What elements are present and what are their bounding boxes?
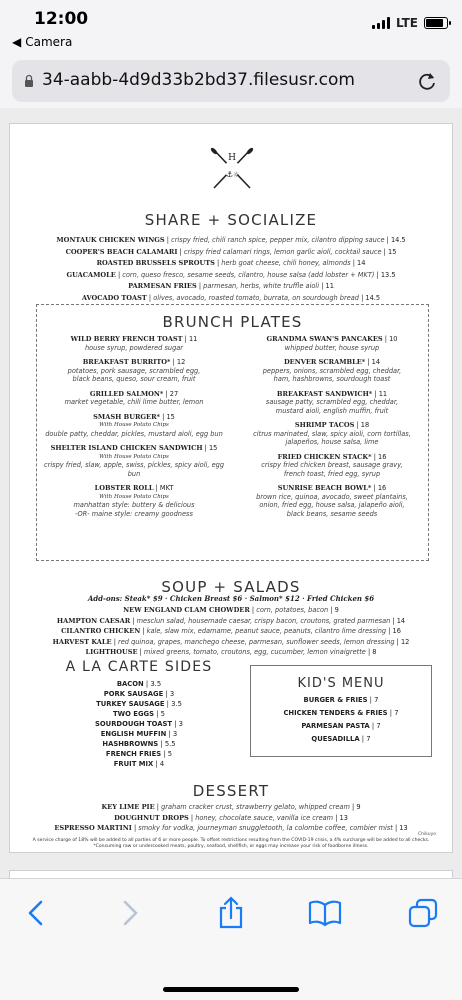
item-description: sausage patty, scrambled egg, cheddar, — [265, 398, 399, 406]
item-price: 14 — [396, 616, 406, 625]
item-description: olives, avocado, roasted tomato, burrata, on sourdough bread — [153, 293, 359, 302]
soup-addons: Add-ons: Steak* $9 · Chicken Breast $6 · Salmon* $12 · Fried Chicken $6 — [87, 594, 375, 603]
item-description: smoky for vodka, journeyman snuggletooth, la colombe coffee, combier mist — [138, 824, 393, 832]
bookmarks-icon — [308, 899, 342, 927]
menu-item-row: CILANTRO CHICKEN | kale, slaw mix, edamame, peanut sauce, peanuts, cilantro lime dressing | 16 — [61, 627, 401, 635]
item-price: 13.5 — [380, 270, 396, 279]
brunch-item-title: SHELTER ISLAND CHICKEN SANDWICH | 15 — [50, 444, 218, 452]
item-price: 5 — [167, 750, 173, 758]
item-description: corn, potatoes, bacon — [256, 606, 329, 614]
item-name: BURGER & FRIES — [303, 696, 368, 704]
brunch-item-title: GRILLED SALMON* | 27 — [89, 389, 179, 398]
item-price: 15 — [388, 247, 397, 256]
item-price: 16 — [377, 484, 387, 492]
item-name: NEW ENGLAND CLAM CHOWDER — [123, 606, 250, 614]
item-description: french toast, fried egg, syrup — [283, 469, 381, 478]
menu-item-row: NEW ENGLAND CLAM CHOWDER | corn, potatoes, bacon | 9 — [123, 606, 339, 614]
lock-icon — [24, 74, 34, 88]
dessert-title: DESSERT — [192, 782, 270, 800]
menu-item-row: AVOCADO TOAST | olives, avocado, roasted tomato, burrata, on sourdough bread | 14.5 — [81, 293, 381, 302]
item-name: ROASTED BRUSSELS SPROUTS — [96, 259, 215, 267]
item-side-note: With House Potato Chips — [99, 493, 169, 500]
item-description: manhattan style: buttery & delicious — [73, 501, 195, 509]
item-price: 16 — [392, 627, 401, 635]
home-indicator[interactable] — [163, 987, 299, 992]
raw-food-warning: *Consuming raw or undercooked meats, poultry, seafood, shellfish, or eggs may increase your risk of foodborne illness. — [93, 844, 369, 849]
share-icon — [217, 896, 245, 930]
item-price: 9 — [356, 803, 361, 811]
item-name: MONTAUK CHICKEN WINGS — [56, 236, 165, 244]
signature: Chikuyo — [418, 832, 436, 837]
item-name: DENVER SCRAMBLE* — [283, 358, 366, 366]
item-price: 10 — [389, 335, 398, 343]
item-side-note: With House Potato Chips — [99, 453, 169, 460]
menu-item-row: DOUGHNUT DROPS | honey, chocolate sauce, vanilla ice cream | 13 — [114, 813, 348, 822]
item-price: 5.5 — [164, 740, 176, 748]
address-bar[interactable] — [12, 60, 450, 102]
item-description: crispy fried calamari rings, lemon garlic aioli, cocktail sauce — [183, 247, 382, 256]
brunch-item-title: BREAKFAST SANDWICH* | 11 — [276, 389, 388, 398]
list-item: FRUIT MIX | 4 — [113, 760, 165, 768]
sides-title: A LA CARTE SIDES — [65, 659, 213, 675]
item-name: CILANTRO CHICKEN — [61, 627, 141, 635]
item-price: 13 — [339, 813, 348, 822]
item-name: DOUGHNUT DROPS — [114, 813, 189, 822]
menu-item-row: LIGHTHOUSE | mixed greens, tomato, croutons, egg, cucumber, lemon vinaigrette | 8 — [85, 648, 377, 656]
brunch-item-title: BREAKFAST BURRITO* | 12 — [82, 358, 186, 366]
list-item: PORK SAUSAGE | 3 — [103, 690, 175, 698]
brunch-item — [39, 335, 229, 352]
item-price: 14.5 — [390, 236, 406, 244]
item-name: SHELTER ISLAND CHICKEN SANDWICH — [50, 444, 203, 452]
brunch-item — [237, 390, 427, 416]
item-description: red quinoa, grapes, manchego cheese, parmesan, sunflower seeds, lemon dressing — [118, 637, 395, 646]
item-price: 7 — [394, 709, 399, 717]
item-name: TWO EGGS — [113, 710, 155, 718]
brunch-item-title: SHRIMP TACOS | 18 — [294, 421, 370, 429]
item-name: PARMESAN PASTA — [301, 722, 370, 730]
item-description: onion, fried egg, house salsa, jalapeño aioli, — [259, 501, 405, 509]
list-item: ENGLISH MUFFIN | 3 — [100, 730, 178, 738]
brunch-item — [237, 421, 427, 447]
menu-item-row: PARMESAN FRIES | parmesan, herbs, white truffle aioli | 11 — [128, 282, 334, 290]
menu-item-row: HARVEST KALE | red quinoa, grapes, manchego cheese, parmesan, sunflower seeds, lemon dressing | 12 — [52, 637, 410, 646]
item-name: SUNRISE BEACH BOWL* — [277, 484, 372, 492]
item-price: 5 — [160, 710, 165, 718]
item-price: 15 — [166, 412, 175, 421]
item-price: 3 — [169, 690, 175, 698]
clock: 12:00 — [34, 9, 89, 29]
menu-item-row: MONTAUK CHICKEN WINGS | crispy fried, chili ranch spice, pepper mix, cilantro dipping sauce | 14.5 — [56, 236, 406, 244]
item-name: FRUIT MIX — [113, 760, 154, 768]
item-name: BREAKFAST BURRITO* — [82, 358, 171, 366]
logo-letter: H — [228, 153, 236, 163]
item-price: MKT — [159, 484, 174, 492]
item-description: brown rice, quinoa, avocado, sweet plantains, — [256, 492, 408, 501]
menu-card — [9, 123, 453, 853]
item-description: mixed greens, tomato, croutons, egg, cucumber, lemon vinaigrette — [143, 648, 366, 656]
item-description: house syrup, powdered sugar — [84, 343, 184, 352]
item-price: 15 — [208, 444, 218, 452]
item-name: FRENCH FRIES — [105, 750, 162, 758]
svg-text:☼: ☼ — [233, 171, 240, 179]
item-description: crispy fried chicken breast, sausage gravy, — [261, 461, 403, 469]
battery-icon — [424, 17, 448, 29]
item-name: FRIED CHICKEN STACK* — [277, 452, 372, 461]
svg-text:⚓: ⚓ — [226, 170, 234, 179]
brunch-item-title: FRIED CHICKEN STACK* | 16 — [277, 452, 387, 461]
web-content[interactable] — [0, 108, 462, 878]
item-description: graham cracker crust, strawberry gelato, whipped cream — [161, 803, 350, 811]
share-button[interactable] — [211, 893, 251, 933]
item-name: HARVEST KALE — [52, 637, 112, 646]
item-side-note: With House Potato Chips — [99, 422, 169, 428]
browser-toolbar — [0, 878, 462, 1000]
item-price: 12 — [176, 358, 186, 366]
tabs-icon — [408, 898, 438, 928]
menu-item-row: GUACAMOLE | corn, queso fresco, sesame seeds, cilantro, house salsa (add lobster + MKT) | 13.5 — [66, 270, 396, 279]
back-button[interactable] — [16, 893, 56, 933]
item-description: crispy fried, slaw, apple, swiss, pickles, spicy aioli, egg bun — [43, 461, 224, 478]
list-item: BACON | 3.5 — [116, 680, 162, 688]
reload-icon[interactable] — [416, 70, 438, 92]
item-price: 4 — [159, 760, 165, 768]
item-description: potatoes, pork sausage, scrambled egg, — [67, 366, 201, 375]
item-description: honey, chocolate sauce, vanilla ice cream — [195, 813, 334, 822]
item-price: 11 — [378, 389, 388, 398]
back-app-label: Camera — [25, 35, 73, 49]
item-price: 3.5 — [171, 700, 182, 708]
address-bar-area — [0, 56, 462, 108]
kids-menu-box — [250, 665, 432, 757]
back-to-app-link[interactable] — [12, 35, 72, 49]
item-name: BACON — [116, 680, 144, 688]
item-price: 9 — [334, 606, 339, 614]
network-label: LTE — [395, 16, 418, 30]
item-description: whipped butter, house syrup — [284, 343, 380, 352]
menu-item-row: HAMPTON CAESAR | mesclun salad, housemade caesar, crispy bacon, croutons, grated parmesan | 14 — [56, 616, 406, 625]
item-description: -OR- maine style: creamy goodness — [75, 509, 193, 518]
item-description: black beans, sesame seeds — [286, 509, 378, 518]
item-name: GRILLED SALMON* — [89, 389, 164, 398]
item-price: 18 — [360, 421, 370, 429]
brunch-item — [237, 453, 427, 479]
item-name: ESPRESSO MARTINI — [54, 824, 132, 832]
item-price: 27 — [169, 389, 179, 398]
menu-item-row: ESPRESSO MARTINI | smoky for vodka, journeyman snuggletooth, la colombe coffee, combier mist | 13 — [54, 824, 408, 832]
status-indicators — [372, 16, 448, 30]
tabs-button[interactable] — [403, 893, 443, 933]
list-item: SOURDOUGH TOAST | 3 — [95, 720, 183, 728]
item-price: 7 — [374, 696, 379, 704]
item-description: jalapeños, house salsa, lime — [285, 438, 379, 446]
item-name: HASHBROWNS — [102, 740, 159, 748]
kids-title: KID'S MENU — [297, 676, 385, 691]
item-description: mustard aioli, english muffin, fruit — [275, 406, 389, 415]
item-price: 14.5 — [365, 293, 381, 302]
item-price: 11 — [325, 282, 334, 290]
item-name: CHICKEN TENDERS & FRIES — [283, 709, 388, 717]
item-name: GRANDMA SWAN'S PANCAKES — [266, 335, 383, 343]
item-price: 14 — [357, 259, 366, 267]
item-description: herb goat cheese, chili honey, almonds — [221, 259, 351, 267]
item-name: QUESADILLA — [311, 735, 360, 743]
item-price: 13 — [399, 824, 408, 832]
item-description: double patty, cheddar, pickles, mustard aioli, egg bun — [45, 429, 223, 438]
list-item: FRENCH FRIES | 5 — [105, 750, 173, 758]
list-item: CHICKEN TENDERS & FRIES | 7 — [283, 709, 399, 717]
item-name: LOBSTER ROLL — [94, 484, 154, 492]
brunch-item-title: DENVER SCRAMBLE* | 14 — [283, 358, 381, 366]
item-name: PARMESAN FRIES — [128, 282, 197, 290]
item-price: 7 — [366, 735, 371, 743]
list-item: BURGER & FRIES | 7 — [303, 696, 379, 704]
item-name: SHRIMP TACOS — [294, 421, 355, 429]
brunch-item-title: WILD BERRY FRENCH TOAST | 11 — [70, 335, 198, 343]
list-item: HASHBROWNS | 5.5 — [102, 740, 176, 748]
crossed-oars-logo-icon — [208, 146, 256, 192]
item-name: BREAKFAST SANDWICH* — [276, 389, 373, 398]
brunch-item-title: SMASH BURGER* | 15 — [93, 412, 175, 421]
item-price: 3.5 — [150, 680, 162, 688]
list-item: QUESADILLA | 7 — [311, 735, 371, 743]
brunch-item-title: GRANDMA SWAN'S PANCAKES | 10 — [266, 335, 398, 343]
brunch-item — [39, 390, 229, 407]
item-description: ham, hashbrowns, sourdough toast — [273, 375, 391, 383]
item-name: COOPER'S BEACH CALAMARI — [65, 247, 178, 256]
item-description: mesclun salad, housemade caesar, crispy bacon, croutons, grated parmesan — [136, 616, 391, 625]
item-price: 7 — [376, 722, 381, 730]
item-price: 16 — [378, 452, 387, 461]
brunch-title: BRUNCH PLATES — [162, 313, 303, 331]
item-price: 3 — [172, 730, 178, 738]
brunch-item-title: SUNRISE BEACH BOWL* | 16 — [277, 484, 387, 492]
item-price: 14 — [371, 358, 381, 366]
item-name: WILD BERRY FRENCH TOAST — [70, 335, 183, 343]
back-icon — [26, 900, 46, 926]
item-description: crispy fried, chili ranch spice, pepper mix, cilantro dipping sauce — [171, 236, 385, 244]
brunch-item — [237, 335, 427, 352]
list-item: TURKEY SAUSAGE | 3.5 — [96, 700, 182, 708]
item-price: 11 — [188, 335, 198, 343]
item-description: citrus marinated, slaw, spicy aioli, corn tortillas, — [253, 429, 411, 438]
item-name: KEY LIME PIE — [101, 803, 155, 811]
status-bar — [0, 0, 462, 56]
list-item: TWO EGGS | 5 — [113, 710, 165, 718]
service-charge-note: A service charge of 18% will be added to all parties of 6 or more people. To offset restrictions resulting from the COVID-19 crisis, a 4% surcharge will be added to all checks. — [32, 838, 430, 843]
item-description: black beans, queso, sour cream, fruit — [72, 375, 196, 383]
item-name: GUACAMOLE — [66, 270, 116, 279]
item-name: HAMPTON CAESAR — [56, 616, 131, 625]
brunch-item — [237, 484, 427, 518]
share-title: SHARE + SOCIALIZE — [144, 211, 318, 229]
item-price: 3 — [178, 720, 183, 728]
item-name: AVOCADO TOAST — [81, 293, 147, 302]
soup-title: SOUP + SALADS — [161, 578, 301, 596]
brunch-item — [39, 444, 229, 478]
signal-icon — [372, 17, 390, 29]
brunch-item — [39, 358, 229, 384]
menu-item-row: KEY LIME PIE | graham cracker crust, strawberry gelato, whipped cream | 9 — [101, 803, 361, 811]
sides-section — [26, 659, 252, 769]
item-name: LIGHTHOUSE — [85, 648, 138, 656]
item-price: 12 — [400, 637, 410, 646]
list-item: PARMESAN PASTA | 7 — [301, 722, 381, 730]
brunch-item — [39, 413, 229, 439]
item-name: SMASH BURGER* — [93, 412, 161, 421]
item-description: kale, slaw mix, edamame, peanut sauce, peanuts, cilantro lime dressing — [146, 627, 387, 635]
item-name: PORK SAUSAGE — [103, 690, 164, 698]
forward-icon — [120, 900, 140, 926]
url-text: 34-aabb-4d9d33b2bd37.filesusr.com — [42, 70, 355, 90]
brunch-right-column — [237, 335, 427, 524]
item-description: corn, queso fresco, sesame seeds, cilantro, house salsa (add lobster + MKT) — [122, 270, 375, 279]
item-name: TURKEY SAUSAGE — [96, 700, 165, 708]
brunch-item — [39, 484, 229, 518]
item-description: peppers, onions, scrambled egg, cheddar, — [262, 366, 402, 375]
item-name: ENGLISH MUFFIN — [100, 730, 167, 738]
item-description: parmesan, herbs, white truffle aioli — [203, 282, 320, 290]
bookmarks-button[interactable] — [305, 893, 345, 933]
brunch-item-title: LOBSTER ROLL | MKT — [94, 484, 174, 492]
brunch-item — [237, 358, 427, 384]
menu-item-row: COOPER'S BEACH CALAMARI | crispy fried calamari rings, lemon garlic aioli, cocktail sauce | 15 — [65, 247, 397, 256]
menu-item-row: ROASTED BRUSSELS SPROUTS | herb goat cheese, chili honey, almonds | 14 — [96, 259, 366, 267]
item-name: SOURDOUGH TOAST — [95, 720, 173, 728]
brunch-left-column — [39, 335, 229, 524]
back-triangle-icon: ◀ — [12, 35, 22, 49]
forward-button[interactable] — [110, 893, 150, 933]
brunch-box — [36, 304, 429, 561]
item-price: 8 — [372, 648, 377, 656]
next-menu-page — [9, 870, 453, 878]
item-description: market vegetable, chili lime butter, lemon — [64, 398, 204, 406]
